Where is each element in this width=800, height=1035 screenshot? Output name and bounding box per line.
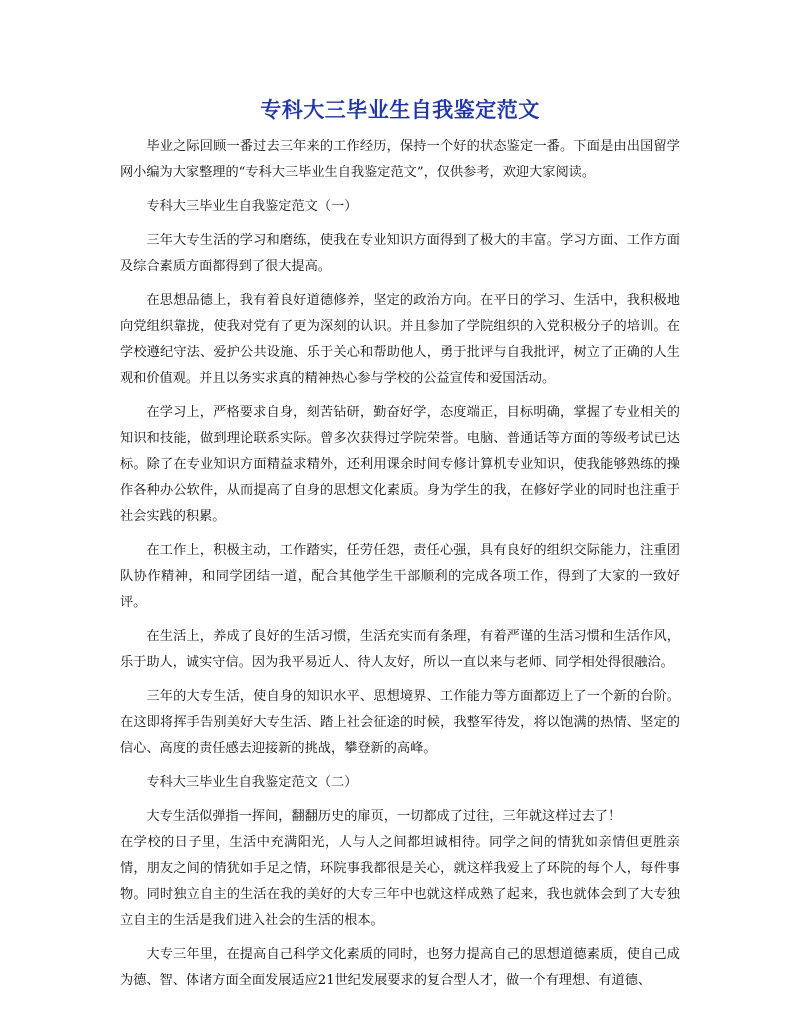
section-2-paragraph: 大专三年里，在提高自己科学文化素质的同时，也努力提高自己的思想道德素质，使自己成为德、智、体诸方面全面发展适应21世纪发展要求的复合型人才，做一个有理想、有道德、 bbox=[120, 947, 680, 988]
section-2-heading: 专科大三毕业生自我鉴定范文（二） bbox=[146, 775, 358, 790]
document-body bbox=[120, 134, 680, 994]
section-1-paragraph: 三年大专生活的学习和磨练，使我在专业知识方面得到了极大的丰富。学习方面、工作方面及综合素质方面都得到了很大提高。 bbox=[120, 233, 680, 274]
document-title: 专科大三毕业生自我鉴定范文 bbox=[260, 98, 540, 122]
section-2-first-line: 大专生活似弹指一挥间，翻翻历史的扉页，一切都成了过往，三年就这样过去了！ bbox=[146, 809, 622, 824]
section-2-paragraph bbox=[120, 804, 680, 934]
section-2-continuation: 在学校的日子里，生活中充满阳光，人与人之间都坦诚相待。同学之间的情犹如亲情但更胜亲情，朋友之间的情犹如手足之情，环院事我都很是关心，就这样我爱上了环院的每个人，每件事物。同时独立自主的生活在我的美好的大专三年中也就这样成熟了起来，我也就体会到了大专独立自主的生活是我们进入社会的生活的根本。 bbox=[120, 835, 680, 928]
section-1-paragraph: 在思想品德上，我有着良好道德修养，坚定的政治方向。在平日的学习、生活中，我积极地向党组织靠拢，使我对党有了更为深刻的认识。并且参加了学院组织的入党积极分子的培训。在学校遵纪守法、爱护公共设施、乐于关心和帮助他人，勇于批评与自我批评，树立了正确的人生观和价值观。并且以务实求真的精神热心参与学校的公益宣传和爱国活动。 bbox=[120, 293, 680, 386]
section-1-paragraph: 在工作上，积极主动，工作踏实，任劳任怨，责任心强，具有良好的组织交际能力，注重团队协作精神，和同学团结一道，配合其他学生干部顺利的完成各项工作，得到了大家的一致好评。 bbox=[120, 543, 680, 610]
section-1-heading: 专科大三毕业生自我鉴定范文（一） bbox=[146, 199, 358, 214]
section-1-paragraph: 在学习上，严格要求自身，刻苦钻研，勤奋好学，态度端正，目标明确，掌握了专业相关的知识和技能，做到理论联系实际。曾多次获得过学院荣誉。电脑、普通话等方面的等级考试已达标。除了在专业知识方面精益求精外，还利用课余时间专修计算机专业知识，使我能够熟练的操作各种办公软件，从而提高了自身的思想文化素质。身为学生的我，在修好学业的同时也注重于社会实践的积累。 bbox=[120, 405, 680, 524]
section-1-paragraph: 在生活上，养成了良好的生活习惯，生活充实而有条理，有着严谨的生活习惯和生活作风，乐于助人，诚实守信。因为我平易近人、待人友好，所以一直以来与老师、同学相处得很融洽。 bbox=[120, 629, 680, 670]
section-1-paragraph: 三年的大专生活，使自身的知识水平、思想境界、工作能力等方面都迈上了一个新的台阶。在这即将挥手告别美好大专生活、踏上社会征途的时候，我整军待发，将以饱满的热情、坚定的信心、高度的责任感去迎接新的挑战，攀登新的高峰。 bbox=[120, 689, 680, 756]
intro-paragraph: 毕业之际回顾一番过去三年来的工作经历，保持一个好的状态鉴定一番。下面是由出国留学网小编为大家整理的“专科大三毕业生自我鉴定范文”，仅供参考，欢迎大家阅读。 bbox=[120, 139, 680, 180]
